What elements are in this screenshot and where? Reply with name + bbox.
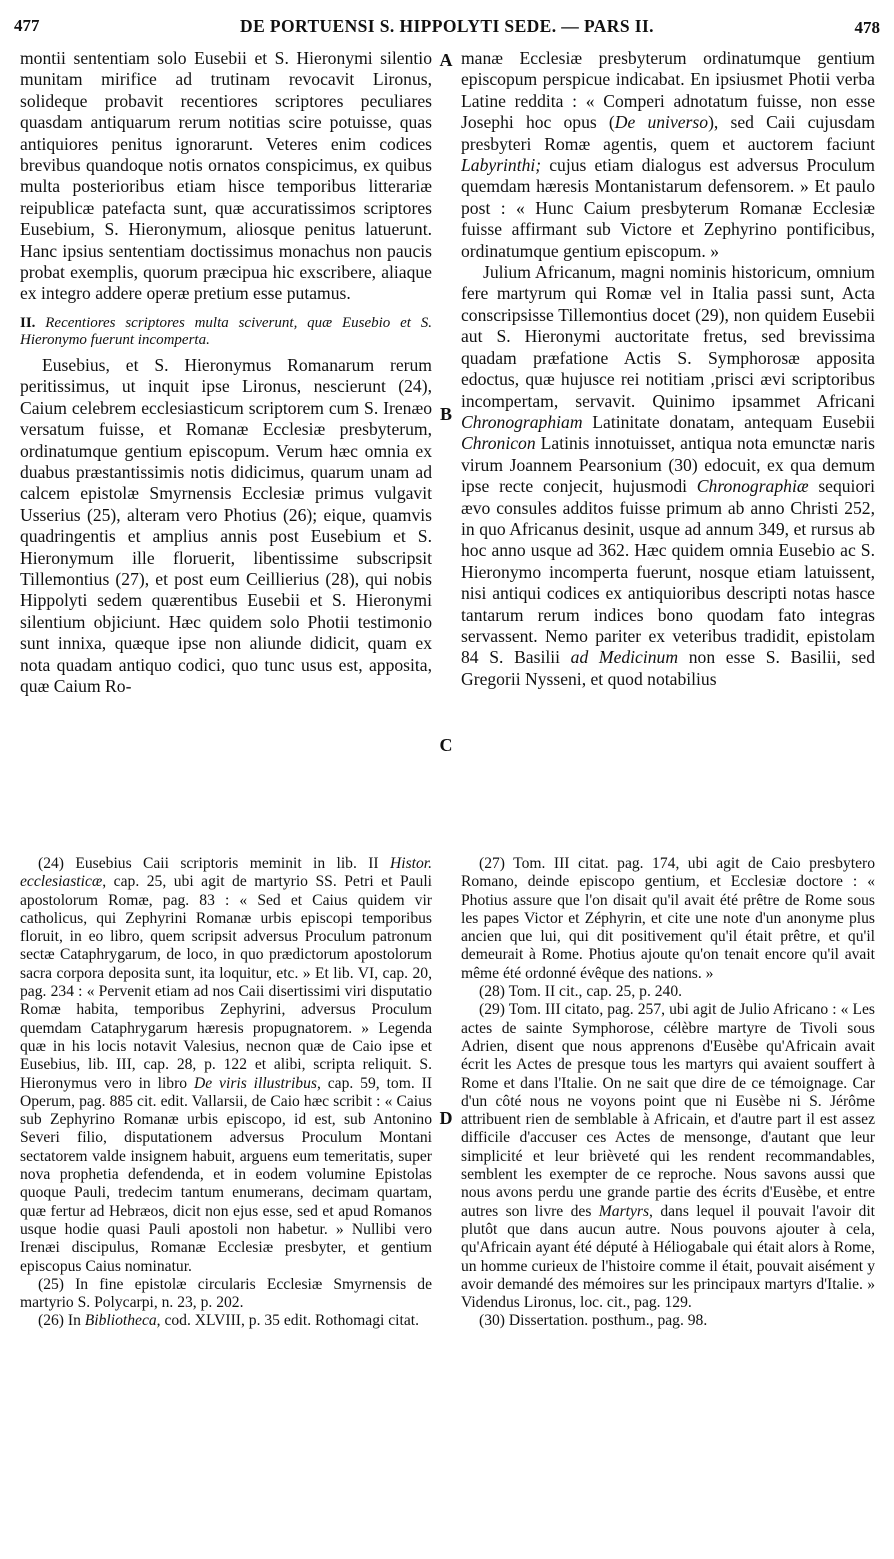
footnote-divider [20, 843, 875, 844]
section-heading [20, 315, 432, 349]
footnote-text: , cap. 25, ubi agit de martyrio SS. Petri et Pauli apostolorum Romæ, pag. 83 : « Sed et Caius quidem vir catholicus, qui Zephyrini Romanæ urbis episcopi temporibus floruit, in eo libro, quem scripsit adversus Proculum patronum sectæ Cataphrygarum, de loco, in quo prædictorum apostolorum sacra corpora deposita sunt, ita loquitur, etc. » Et lib. VI, cap. 20, pag. 234 : « Pervenit etiam ad nos Caii disertissimi viri disputatio Romæ habita, temporibus Zephyrini, adversus Proculum quemdam Cataphrygarum hæresis propugnatorem. » Legenda quæ in his locis notavit Valesius, necnon quæ de Caio ipse et Eusebius, lib. III, cap. 28, p. 122 et alibi, scripta reliquit. S. Hieronymus vero in libro [20, 873, 432, 1092]
continuation-text: manæ Ecclesiæ presbyterum ordinatumque gentium episcopum perspicue indicabat. En ipsiusmet Photii verba Latine reddita : « Comperi adnotatum fuisse, non esse Josephi hoc opus [461, 48, 875, 133]
margin-letter-a: A [439, 50, 453, 70]
footnote-text: , cap. 59, tom. II Operum, pag. 885 cit. edit. Vallarsii, de Caio hæc scribit : « Caius sub Zephyrino Romanæ urbis episcopo, id est, sub Antonino Severi filio, disputationem adversus Proculum Montani sectatorem valde insignem habuit, arguens eum temeritatis, super nova prophetia defendenda, et in eodem volumine Epistolas quoque Pauli, tredecim tantum enumerans, decimam quartam, quæ fertur ad Hebræos, dicit non ejus esse, sed et apud Romanos usque hodie quasi Pauli apostoli non habetur. » Nullibi vero Irenæi discipulus, Romanæ Ecclesiæ presbyter, et gentium episcopus Caius nominatur. [20, 1074, 432, 1275]
margin-letter-c: C [439, 735, 453, 755]
footnote-text: , cod. XLVIII, p. 35 edit. Rothomagi citat. [156, 1312, 419, 1330]
running-header [14, 16, 880, 42]
africanus-paragraph [461, 262, 875, 690]
work-title: Chronicon [461, 433, 536, 454]
section-number: II. [20, 314, 36, 331]
footnote-24 [20, 855, 432, 1276]
page-number-right: 478 [854, 18, 880, 37]
footnote-text: (24) Eusebius Caii scriptoris meminit in lib. II [38, 855, 379, 872]
footnote-26 [20, 1312, 432, 1330]
work-title: ad Medicinum [570, 647, 679, 668]
continuation-text: cujus etiam dialogus est adversus Proculum quemdam hæresis Montanistarum defensorem. » Et paulo post : « Hunc Caium presbyterum Romanæ Ecclesiæ fuisse affirmant sub Victore et Zephyrino pontificibus, ordinatumque gentium episcopum. » [461, 155, 875, 261]
page-number-left: 477 [14, 16, 40, 35]
paragraph-text: Julium Africanum, magni nominis historicum, omnium fere martyrum qui Romæ vel in Italia passi sunt, Acta conscripsisse Tillemontius docet (29), non quidem Eusebii aut S. Hieronymi auctoritate fretus, sed brevissima quadam præfatione Actis S. Symphorosæ apposita edoctus, quæ hujusce rei notitiam ,prisci ævi scriptoribus incompertam, servavit. Quinimo ipsammet Africani [461, 262, 875, 411]
main-text-right-column [461, 48, 875, 690]
work-title: Martyrs [598, 1202, 650, 1220]
margin-letter-b: B [439, 404, 452, 424]
work-title: De viris illustribus [193, 1074, 317, 1092]
work-title: Chronographiæ [696, 476, 809, 497]
footnote-25: (25) In fine epistolæ circularis Ecclesiæ Smyrnensis de martyrio S. Polycarpi, n. 23, p. 202. [20, 1275, 432, 1312]
body-paragraph: Eusebius, et S. Hieronymus Romanarum rerum peritissimus, ut inquit ipse Lironus, nescierunt (24), Caium celebrem ecclesiasticum scriptorem cum S. Irenæo versatum fuisse, et Romanæ Ecclesiæ presbyterum, ordinatumque gentium episcopum. Verum hæc omnia ex duabus præstantissimis notis didicimus, quarum unam ad calcem epistolæ Smyrnensis Ecclesiæ primus vulgavit Usserius (25), alteram vero Photius (26); eique, quamvis quadringentis et amplius annis post Eusebium et S. Hieronymum ille floruerit, libentissime subscripsit Tillemontius (27), et post eum Ceillierius (28), qui nobis Hippolyti sedem quærentibus Eusebii et S. Hieronymi silentium objiciunt. Hæc quidem solo Photii testimonio sunt innixa, quæque ipse non aliunde didicit, quam ex nota quadam antiquo codici, quo tunc usus est, apposita, quæ Caium Ro- [20, 354, 432, 696]
footnotes-left-column [20, 855, 432, 1331]
footnote-text: , dans lequel il pouvait l'avoir dit plutôt que dans aucun autre. Nous pouvons ajouter à cela, qu'Africain ayant été député à Héliogabale qui était alors à Rome, un homme curieux de l'histoire comme il était, pouvait aisément y avoir demandé des mémoires sur les principaux martyrs d'Italie. » Videndus Lironus, loc. cit., pag. 129. [461, 1202, 875, 1312]
work-title: Labyrinthi; [461, 155, 542, 176]
continuation-paragraph: manæ Ecclesiæ presbyterum ordinatumque gentium episcopum perspicue indicabat. En ipsiusmet Photii verba Latine reddita : « Comperi adnotatum fuisse, non esse Josephi hoc opus (De universo), sed Caii cujusdam presbyteri Romæ agentis, quem et auctorem faciunt Labyrinthi; cujus etiam dialogus est adversus Proculum quemdam hæresis Montanistarum defensorem. » Et paulo post : « Hunc Caium presbyterum Romanæ Ecclesiæ fuisse affirmant sub Victore et Zephyrino pontificibus, ordinatumque gentium episcopum. » [461, 48, 875, 261]
running-title: DE PORTUENSI S. HIPPOLYTI SEDE. — PARS II. [240, 16, 654, 36]
footnote-28: (28) Tom. II cit., cap. 25, p. 240. [479, 983, 683, 1001]
paragraph-text: sequiori ævo consules additos fuisse primum ab anno Christi 252, in quo Africanus desinit, usque ad annum 349, et rursus ab hoc anno usque ad 362. Hæc quidem omnia Eusebio ac S. Hieronymo incomperta fuerunt, nosque etiam latuissent, nisi antiqui codices ex antiquioribus descripti notas hasce tantarum rerum indices bono quodam fato integras servassent. Nemo pariter ex veteribus tradidit, epistolam 84 S. Basilii [461, 476, 875, 668]
continuation-text: ), sed Caii cujusdam presbyteri Romæ agentis, quem et auctorem faciunt [461, 112, 875, 154]
work-title: De universo [614, 112, 709, 133]
paragraph-text: Latinis innotuisset, antiqua nota emunctæ naris virum Joannem Pearsonium (30) edocuit, ex qua demum ipse recte conjecit, hujusmodi [461, 433, 875, 497]
paragraph-text: non esse S. Basilii, sed Gregorii Nysseni, et quod notabilius [461, 647, 875, 689]
paragraph-text: Latinitate donatam, antequam Eusebii [592, 411, 875, 432]
work-title: Chronographiam [461, 411, 583, 432]
footnote-30: (30) Dissertation. posthum., pag. 98. [479, 1312, 708, 1330]
footnote-text: (26) In [38, 1312, 81, 1330]
main-text-left-column [20, 48, 432, 697]
work-title: Bibliotheca [84, 1312, 157, 1330]
footnote-29 [461, 1001, 875, 1312]
footnotes-right-column [461, 855, 875, 1331]
margin-letter-d: D [439, 1108, 453, 1128]
footnote-27: (27) Tom. III citat. pag. 174, ubi agit de Caio presbytero Romano, deinde episcopo gentium, et Ecclesiæ doctore : « Photius assure que l'on disait qu'il avait été prêtre de Rome sous les papes Victor et Zéphyrin, et cite une note d'un anonyme plus ancien que lui, qui dit positivement qu'il était prêtre, et qu'il demeurait à Rome. Photius ajoute qu'on tenait encore qu'il avait même été ordonné évêque des nations. » [461, 855, 875, 982]
intro-paragraph: montii sententiam solo Eusebii et S. Hieronymi silentio munitam mirifice ad trutinam revocavit Lironus, solideque probavit recentiores scriptores peculiares quasdam antiquarum rerum notitias scire potuisse, quas antiquiores penitus ignorarunt. Veteres enim codices brevibus quandoque notis ornatos conspicimus, ex quibus multa posterioribus etiam hisce temporibus litterariæ reipublicæ patefacta sunt, quæ accuratissimos scriptores Eusebium, S. Hieronymum, aliosque penitus latuerunt. Hanc ipsius sententiam doctissimus monachus non paucis probat exemplis, quorum præcipua hic exscribere, aliaque ex integro addere operæ pretium esse putamus. [20, 48, 432, 304]
footnote-text: (29) Tom. III citato, pag. 257, ubi agit de Julio Africano : « Les actes de sainte Symphorose, célèbre martyre de Tivoli sous Adrien, disent que nous apprenons d'Eusèbe qu'Africain avait écrit les Actes de presque tous les martyrs qui avaient souffert à Rome et dans l'Italie. On ne sait que dire de ce témoignage. Car d'un côté nous ne voyons point que ni Eusèbe ni S. Jérôme attribuent rien de semblable à Africain, et d'autre part il est assez difficile d'accuser ces Actes de mensonge, d'autant que leur simplicité et leur brièveté qui les rendent recommandables, semblent les exempter de ce reproche. Nous savons aussi que nous avons perdu une grande partie des écrits d'Eusèbe, et entre autres son livre des [461, 1001, 875, 1220]
section-heading-text: Recentiores scriptores multa sciverunt, quæ Eusebio et S. Hieronymo fuerunt incomperta. [20, 314, 432, 348]
work-title: Histor. ecclesiasticæ [20, 855, 432, 891]
